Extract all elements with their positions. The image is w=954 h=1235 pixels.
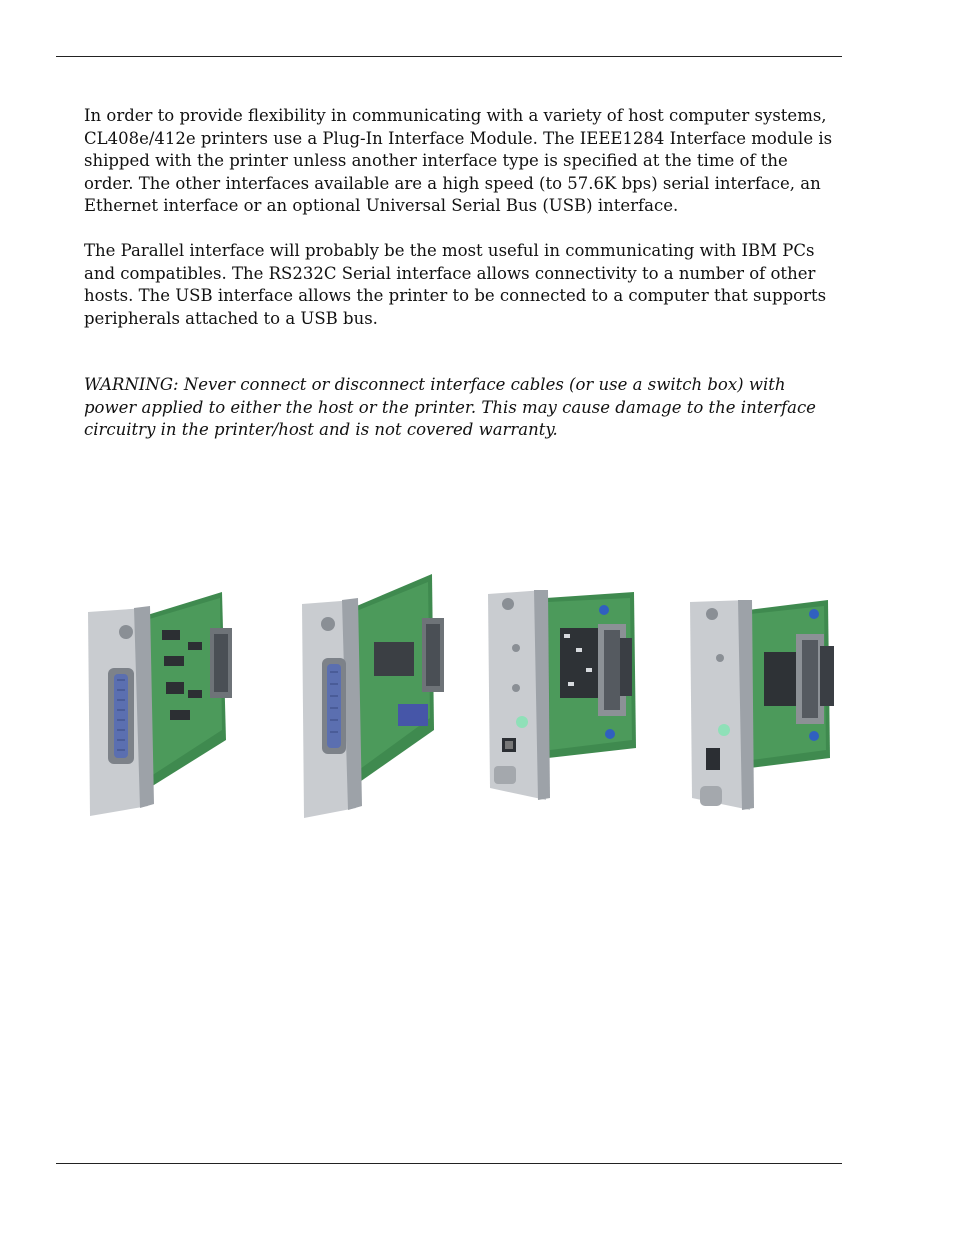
warning-paragraph: WARNING: Never connect or disconnect interface cables (or use a switch box) with power applied to either the host or the printer. This may cause damage to the interface circuitry in the printer/host and is not covered warranty. xyxy=(84,375,816,440)
serial-interface-module-image xyxy=(298,572,450,824)
intro-paragraph: In order to provide flexibility in communicating with a variety of host computer systems, CL408e/412e printers use a Plug-In Interface Module. The IEEE1284 Interface module is shipped with the printer unless another interface type is specified at the time of the order. The other interfaces available are a high speed (to 57.6K bps) serial interface, an Ethernet interface or an optional Universal Serial Bus (USB) interface. xyxy=(84,106,833,216)
usb-interface-module-image xyxy=(486,588,646,804)
ethernet-interface-module-image xyxy=(688,596,840,814)
interfaces-paragraph: The Parallel interface will probably be the most useful in communicating with IBM PCs and compatibles. The RS232C Serial interface allows connectivity to a number of other hosts. The USB interface allows the printer to be connected to a computer that supports peripherals attached to a USB bus. xyxy=(84,241,827,328)
footer-rule xyxy=(56,1163,842,1164)
header-rule xyxy=(56,56,842,57)
parallel-interface-module-image xyxy=(84,590,244,820)
